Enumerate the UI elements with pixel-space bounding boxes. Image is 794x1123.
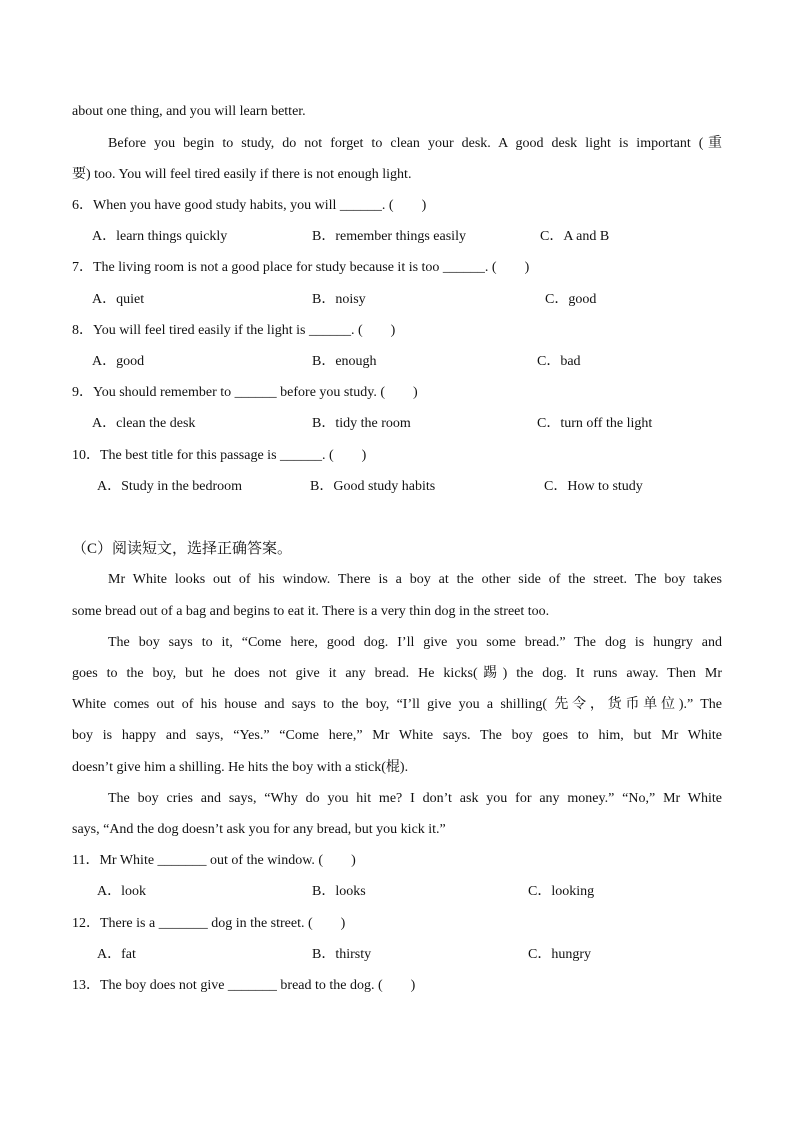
q8-option-b[interactable]: B．enough	[312, 354, 377, 369]
q7-option-a[interactable]: A．quiet	[92, 292, 145, 307]
q10-option-c[interactable]: C．How to study	[544, 479, 643, 494]
passage-c-line-1: Mr White looks out of his window. There is a boy at the other side of the street. The boy takes	[108, 572, 722, 587]
q12-option-b[interactable]: B．thirsty	[312, 947, 372, 962]
question-12-options	[0, 945, 794, 965]
question-7-options	[0, 290, 794, 310]
question-9-options	[0, 414, 794, 434]
question-7-stem: 7．The living room is not a good place for study because it is too ______. ( )	[72, 260, 530, 275]
passage-b-tail: about one thing, and you will learn better.	[72, 104, 306, 119]
passage-c-line-2: some bread out of a bag and begins to eat it. There is a very thin dog in the street too.	[72, 604, 550, 619]
passage-c-line-8: The boy cries and says, “Why do you hit me? I don’t ask you for any money.” “No,” Mr White	[108, 791, 722, 806]
question-11-stem: 11．Mr White _______ out of the window. ( )	[72, 853, 356, 868]
q7-option-b[interactable]: B．noisy	[312, 292, 366, 307]
question-12-stem: 12．There is a _______ dog in the street. ( )	[72, 916, 346, 931]
q9-option-c[interactable]: C．turn off the light	[537, 416, 653, 431]
q10-option-b[interactable]: B．Good study habits	[310, 479, 436, 494]
q9-option-b[interactable]: B．tidy the room	[312, 416, 411, 431]
q8-option-c[interactable]: C．bad	[537, 354, 581, 369]
passage-c-line-4: goes to the boy, but he does not give it any bread. He kicks(踢) the dog. It runs away. Then Mr	[72, 666, 722, 681]
q11-option-a[interactable]: A．look	[97, 884, 146, 899]
question-10-options	[0, 477, 794, 497]
q6-option-b[interactable]: B．remember things easily	[312, 229, 466, 244]
q7-option-c[interactable]: C．good	[545, 292, 597, 307]
q6-option-c[interactable]: C．A and B	[540, 229, 610, 244]
question-9-stem: 9．You should remember to ______ before you study. ( )	[72, 385, 418, 400]
passage-c-line-5: White comes out of his house and says to the boy, “I’ll give you a shilling( 先令，货币单位).” The	[72, 697, 722, 712]
q9-option-a[interactable]: A．clean the desk	[92, 416, 196, 431]
q6-option-a[interactable]: A．learn things quickly	[92, 229, 228, 244]
question-10-stem: 10．The best title for this passage is ______. ( )	[72, 448, 367, 463]
question-13-stem: 13．The boy does not give _______ bread to the dog. ( )	[72, 978, 416, 993]
passage-b-paragraph-line-1: Before you begin to study, do not forget to clean your desk. A good desk light is important (重	[108, 136, 722, 151]
passage-b-paragraph-line-2: 要) too. You will feel tired easily if there is not enough light.	[72, 167, 412, 182]
question-8-options	[0, 352, 794, 372]
question-8-stem: 8．You will feel tired easily if the light is ______. ( )	[72, 323, 396, 338]
passage-c-line-3: The boy says to it, “Come here, good dog. I’ll give you some bread.” The dog is hungry and	[108, 635, 722, 650]
q8-option-a[interactable]: A．good	[92, 354, 145, 369]
question-11-options	[0, 882, 794, 902]
section-c-heading: （C）阅读短文，选择正确答案。	[72, 541, 293, 557]
q11-option-b[interactable]: B．looks	[312, 884, 366, 899]
q10-option-a[interactable]: A．Study in the bedroom	[97, 479, 243, 494]
q12-option-c[interactable]: C．hungry	[528, 947, 591, 962]
passage-c-line-9: says, “And the dog doesn’t ask you for any bread, but you kick it.”	[72, 822, 446, 837]
question-6-options	[0, 227, 794, 247]
passage-c-line-6: boy is happy and says, “Yes.” “Come here,” Mr White says. The boy goes to him, but Mr White	[72, 728, 722, 743]
passage-c-line-7: doesn’t give him a shilling. He hits the boy with a stick(棍).	[72, 760, 409, 775]
question-6-stem: 6．When you have good study habits, you will ______. ( )	[72, 198, 427, 213]
q11-option-c[interactable]: C．looking	[528, 884, 595, 899]
q12-option-a[interactable]: A．fat	[97, 947, 136, 962]
